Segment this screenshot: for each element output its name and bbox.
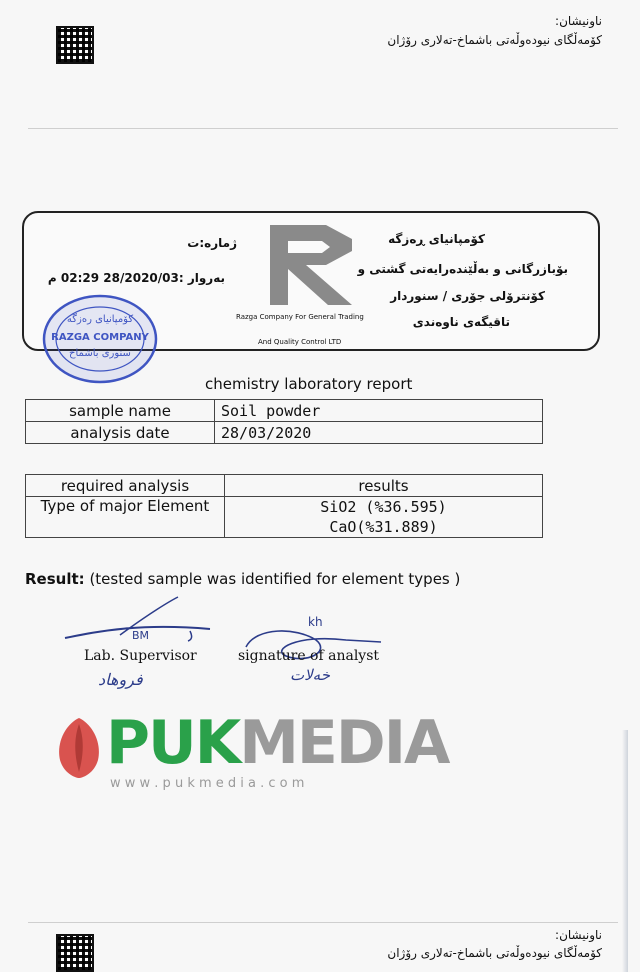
analysis-date-value: 28/03/2020 — [215, 422, 543, 444]
major-element-label: Type of major Element — [26, 497, 225, 538]
date-line: بەروار :28/2020/03 02:29 م — [47, 271, 225, 285]
tulip-logo-icon — [54, 714, 104, 780]
company-name-en: Razga Company For General Trading — [236, 313, 364, 321]
right-edge-shadow — [622, 730, 628, 972]
table-row — [26, 400, 543, 422]
brand-puk: PUK — [106, 708, 240, 778]
col-results: results — [225, 475, 543, 497]
svg-text:BM: BM — [132, 629, 150, 642]
svg-text:kh: kh — [308, 615, 323, 629]
bottom-divider — [28, 922, 618, 923]
company-name-ku-4: تاقیگەی ناوەندی — [412, 315, 510, 329]
cao-value: CaO(%31.889) — [329, 518, 438, 536]
company-logo-icon — [266, 217, 358, 309]
bottom-address-text: کۆمەڵگای نیودەوڵەتی باشماخ-تەلاری رۆژان — [387, 946, 602, 960]
watermark-url: w w w . p u k m e d i a . c o m — [110, 776, 305, 791]
sample-name-value: Soil powder — [215, 400, 543, 422]
major-element-values — [225, 497, 543, 538]
watermark-brand — [106, 708, 448, 778]
col-required-analysis: required analysis — [26, 475, 225, 497]
company-name-ku-2: بۆبازرگانی و بەڵێندەرایەتی گشتی و — [357, 262, 568, 276]
qr-code-icon — [56, 26, 94, 64]
table-row — [26, 497, 543, 538]
svg-text:کۆمپانیای رەزگە: کۆمپانیای رەزگە — [66, 314, 134, 325]
number-label: ژمارە:ت — [187, 236, 237, 250]
report-title: chemistry laboratory report — [205, 375, 413, 393]
table-row — [26, 422, 543, 444]
top-address-text: کۆمەڵگای نیودەوڵەتی باشماخ-تەلاری رۆژان — [387, 33, 602, 47]
bottom-address-label: ناونیشان: — [555, 928, 602, 942]
svg-text:سنوری باشماخ: سنوری باشماخ — [69, 348, 131, 359]
results-table — [25, 474, 543, 538]
company-stamp-icon — [40, 292, 160, 387]
company-name-ku-3: کۆنترۆلی جۆری / سنوردار — [390, 289, 545, 303]
result-line — [25, 570, 460, 588]
company-sub-en: And Quality Control LTD — [258, 338, 342, 346]
sample-info-table — [25, 399, 543, 444]
supervisor-label: Lab. Supervisor — [84, 648, 197, 664]
brand-media: MEDIA — [239, 708, 449, 778]
table-header-row — [26, 475, 543, 497]
result-label: Result: — [25, 570, 85, 588]
sample-name-label: sample name — [26, 400, 215, 422]
analyst-label: signature of analyst — [238, 648, 380, 664]
analysis-date-label: analysis date — [26, 422, 215, 444]
result-text: (tested sample was identified for element types ) — [89, 570, 461, 588]
top-divider — [28, 128, 618, 129]
supervisor-signature-icon — [60, 593, 225, 653]
svg-text:RAZGA COMPANY: RAZGA COMPANY — [51, 332, 149, 343]
top-address-label: ناونیشان: — [555, 14, 602, 28]
analyst-hand-name: خەلات — [290, 666, 330, 684]
supervisor-hand-name: فروهاد — [98, 670, 143, 689]
company-name-ku-1: کۆمپانیای ڕەزگە — [388, 232, 485, 246]
qr-code-bottom-icon — [56, 934, 94, 972]
sio2-value: SiO2 (%36.595) — [320, 498, 447, 516]
